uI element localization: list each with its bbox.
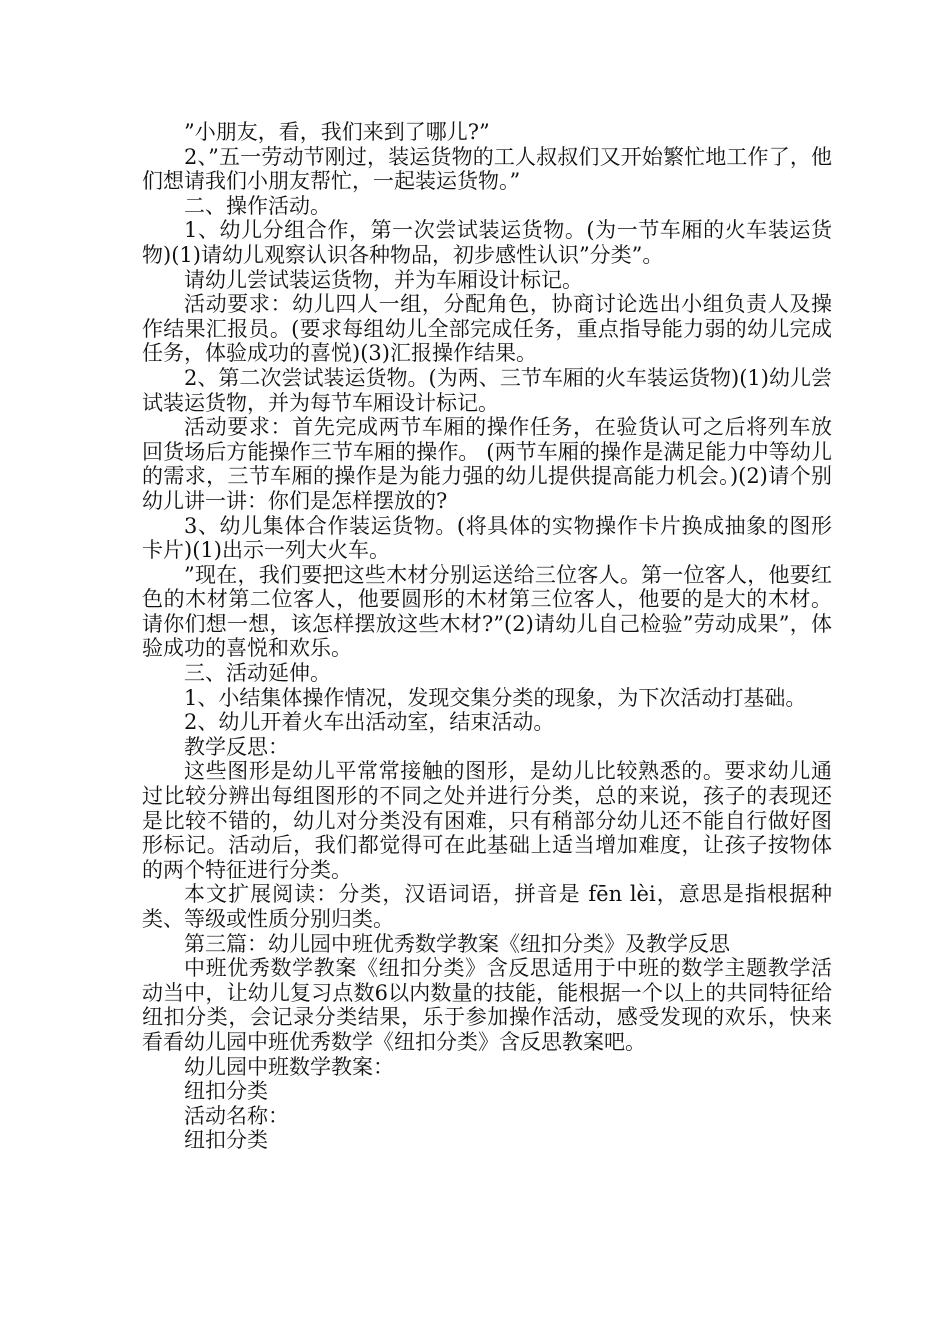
paragraph: 2、第二次尝试装运货物。(为两、三节车厢的火车装运货物)(1)幼儿尝试装运货物，并为每节车厢设计标记。	[142, 365, 832, 415]
paragraph: 本文扩展阅读：分类，汉语词语，拼音是 fēn lèi，意思是指根据种类、等级或性质分别归类。	[142, 882, 832, 931]
section-heading: 教学反思：	[184, 734, 289, 759]
paragraph: 中班优秀数学教案《纽扣分类》含反思适用于中班的数学主题教学活动当中，让幼儿复习点数6以内数量的技能，能根据一个以上的共同特征给纽扣分类，会记录分类结果，乐于参加操作活动，感受发现的欢乐，快来看看幼儿园中班优秀数学《纽扣分类》含反思教案吧。	[142, 956, 832, 1054]
paragraph: 1、小结集体操作情况，发现交集分类的现象，为下次活动打基础。	[184, 685, 807, 710]
paragraph: 活动要求：首先完成两节车厢的操作任务，在验货认可之后将列车放回货场后方能操作三节车厢的操作。 (两节车厢的操作是满足能力中等幼儿的需求，三节车厢的操作是为能力强的幼儿提供提高能力机会。)(2)请个别幼儿讲一讲：你们是怎样摆放的?	[142, 415, 832, 513]
paragraph: 2、幼儿开着火车出活动室，结束活动。	[184, 710, 555, 735]
article-title: 第三篇：幼儿园中班优秀数学教案《纽扣分类》及教学反思	[184, 931, 730, 956]
paragraph: 请幼儿尝试装运货物，并为车厢设计标记。	[184, 267, 583, 292]
paragraph: ”小朋友，看，我们来到了哪儿?”	[184, 120, 490, 144]
paragraph: 纽扣分类	[184, 1079, 268, 1104]
paragraph: 2、”五一劳动节刚过，装运货物的工人叔叔们又开始繁忙地工作了，他们想请我们小朋友帮忙，一起装运货物。”	[142, 144, 832, 194]
paragraph: 纽扣分类	[184, 1128, 268, 1153]
section-heading: 二、操作活动。	[184, 193, 331, 218]
paragraph: ”现在，我们要把这些木材分别运送给三位客人。第一位客人，他要红色的木材第二位客人，他要圆形的木材第三位客人，他要的是大的木材。请你们想一想，该怎样摆放这些木材?”(2)请幼儿自己检验”劳动成果”，体验成功的喜悦和欢乐。	[142, 562, 832, 661]
paragraph: 3、幼儿集体合作装运货物。(将具体的实物操作卡片换成抽象的图形卡片)(1)出示一列大火车。	[142, 513, 832, 563]
section-heading: 幼儿园中班数学教案：	[184, 1054, 394, 1079]
paragraph: 1、幼儿分组合作，第一次尝试装运货物。(为一节车厢的火车装运货物)(1)请幼儿观察认识各种物品，初步感性认识”分类”。	[142, 218, 832, 267]
paragraph: 这些图形是幼儿平常常接触的图形，是幼儿比较熟悉的。要求幼儿通过比较分辨出每组图形的不同之处并进行分类，总的来说，孩子的表现还是比较不错的，幼儿对分类没有困难，只有稍部分幼儿还不能自行做好图形标记。活动后，我们都觉得可在此基础上适当增加难度，让孩子按物体的两个特征进行分类。	[142, 759, 832, 882]
section-heading: 活动名称：	[184, 1103, 289, 1128]
document-body	[142, 120, 832, 1153]
paragraph: 活动要求：幼儿四人一组，分配角色，协商讨论选出小组负责人及操作结果汇报员。(要求每组幼儿全部完成任务，重点指导能力弱的幼儿完成任务，体验成功的喜悦)(3)汇报操作结果。	[142, 292, 832, 366]
section-heading: 三、活动延伸。	[184, 661, 331, 686]
